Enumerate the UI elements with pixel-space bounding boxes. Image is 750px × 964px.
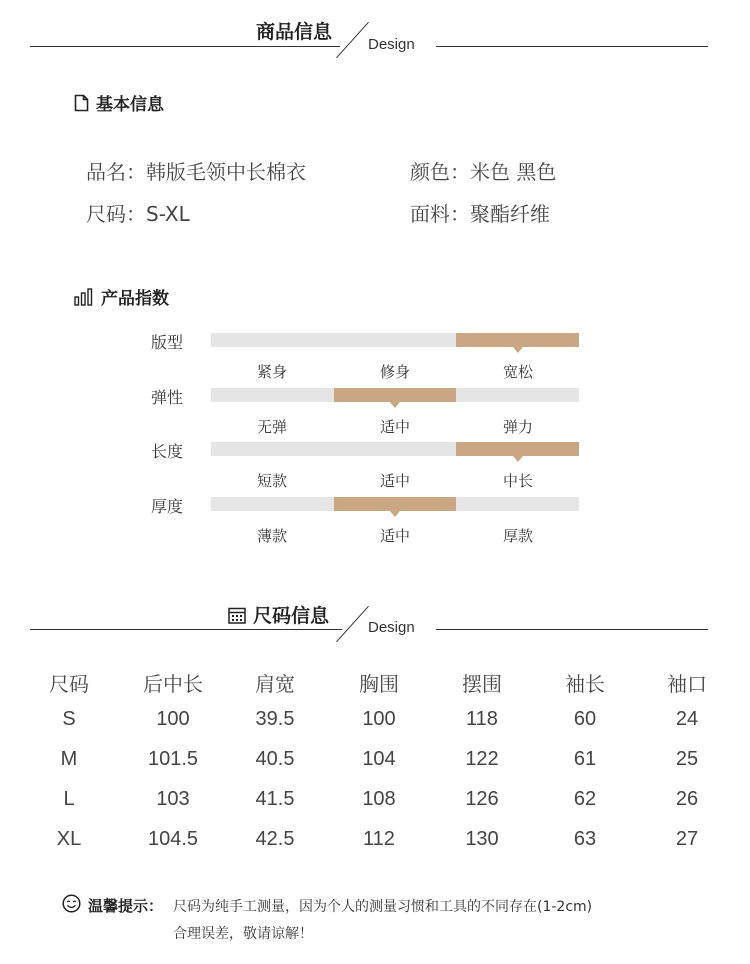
index-bar-elasticity-active [334,388,457,402]
header-slash [336,22,369,58]
index-bar-thickness [211,497,579,511]
basic-info-heading [74,90,164,115]
size-table-cell: 62 [573,788,597,810]
size-info-heading [228,601,329,628]
color-value: 米色 黑色 [470,160,557,184]
size-table-cell: 63 [573,828,597,850]
index-bar-fit-active [456,333,579,347]
index-label-length: 长度 [151,442,184,461]
index-option: 中长 [502,472,533,490]
size-table-cell: 40.5 [255,748,295,770]
index-option: 薄款 [256,527,287,545]
tip-line-2: 合理误差，敬请谅解！ [173,926,313,942]
index-option: 适中 [379,472,410,490]
document-icon [74,94,89,112]
index-label-fit: 版型 [151,333,184,352]
product-index-title: 产品指数 [101,289,169,309]
index-option: 短款 [256,472,287,490]
index-option: 无弹 [256,418,287,436]
index-option: 适中 [379,418,410,436]
index-bar-elasticity [211,388,579,402]
index-label-thickness: 厚度 [151,497,184,516]
size-table-cell: 126 [465,788,499,810]
header-rule-right [436,46,708,47]
size-table-header: 摆围 [462,672,502,696]
header-slash [336,606,369,642]
fabric-label: 面料： [410,202,470,226]
size-table-header: 肩宽 [255,672,295,696]
index-option: 弹力 [502,418,533,436]
design-label: Design [368,36,415,53]
design-label: Design [368,619,415,636]
tip-label: 温馨提示： [88,897,164,915]
index-bar-thickness-active [334,497,457,511]
size-table-cell: 42.5 [255,828,295,850]
size-table-cell: S [62,708,76,730]
header-rule-left [30,629,342,630]
product-name-value: 韩版毛领中长棉衣 [146,160,306,184]
calendar-icon [228,606,246,624]
fabric-value: 聚酯纤维 [470,202,550,226]
color-label: 颜色： [410,160,470,184]
color-row [410,156,556,185]
size-table-cell: 26 [675,788,699,810]
product-name-row [86,156,306,185]
size-table-cell: 60 [573,708,597,730]
header-rule-right [436,629,708,630]
size-table-cell: 130 [465,828,499,850]
size-table-header: 袖口 [667,672,707,696]
index-option: 宽松 [502,363,533,381]
basic-info-title: 基本信息 [96,95,164,115]
index-bar-fit [211,333,579,347]
size-table-cell: 39.5 [255,708,295,730]
size-table-cell: 112 [363,828,395,850]
size-table-cell: 25 [675,748,699,770]
index-option: 厚款 [502,527,533,545]
size-table-cell: 100 [156,708,190,730]
size-table-cell: 118 [466,708,498,730]
index-option: 修身 [379,363,410,381]
product-index-heading [74,284,169,309]
smiley-icon [62,894,81,913]
tip-line-1: 尺码为纯手工测量，因为个人的测量习惯和工具的不同存在(1-2cm) [173,899,593,915]
size-table-cell: 41.5 [255,788,295,810]
size-range-row [86,198,190,227]
size-range-value: S-XL [146,202,190,226]
bar-chart-icon [74,288,94,306]
size-table-header: 尺码 [49,672,89,696]
index-option: 紧身 [256,363,287,381]
size-table-cell: 108 [362,788,396,810]
size-table-cell: 24 [675,708,699,730]
size-table-cell: 104 [362,748,396,770]
size-table-cell: 101.5 [147,748,199,770]
size-table-header: 袖长 [565,672,605,696]
size-table-cell: M [60,748,78,770]
size-table-cell: 103 [156,788,190,810]
product-name-label: 品名： [86,160,146,184]
size-range-label: 尺码： [86,202,146,226]
size-table-cell: 27 [675,828,699,850]
index-option: 适中 [379,527,410,545]
size-table-cell: 61 [573,748,597,770]
size-table-cell: 104.5 [147,828,199,850]
size-table-cell: 100 [362,708,396,730]
index-bar-length [211,442,579,456]
size-table-cell: 122 [465,748,499,770]
product-info-title: 商品信息 [256,21,333,43]
size-info-title: 尺码信息 [253,605,330,627]
size-table-header: 后中长 [143,672,203,696]
fabric-row [410,198,550,227]
index-label-elasticity: 弹性 [151,388,184,407]
header-rule-left [30,46,340,47]
size-table-header: 胸围 [359,672,399,696]
index-bar-length-active [456,442,579,456]
size-table-cell: XL [56,828,82,850]
size-table-cell: L [63,788,75,810]
